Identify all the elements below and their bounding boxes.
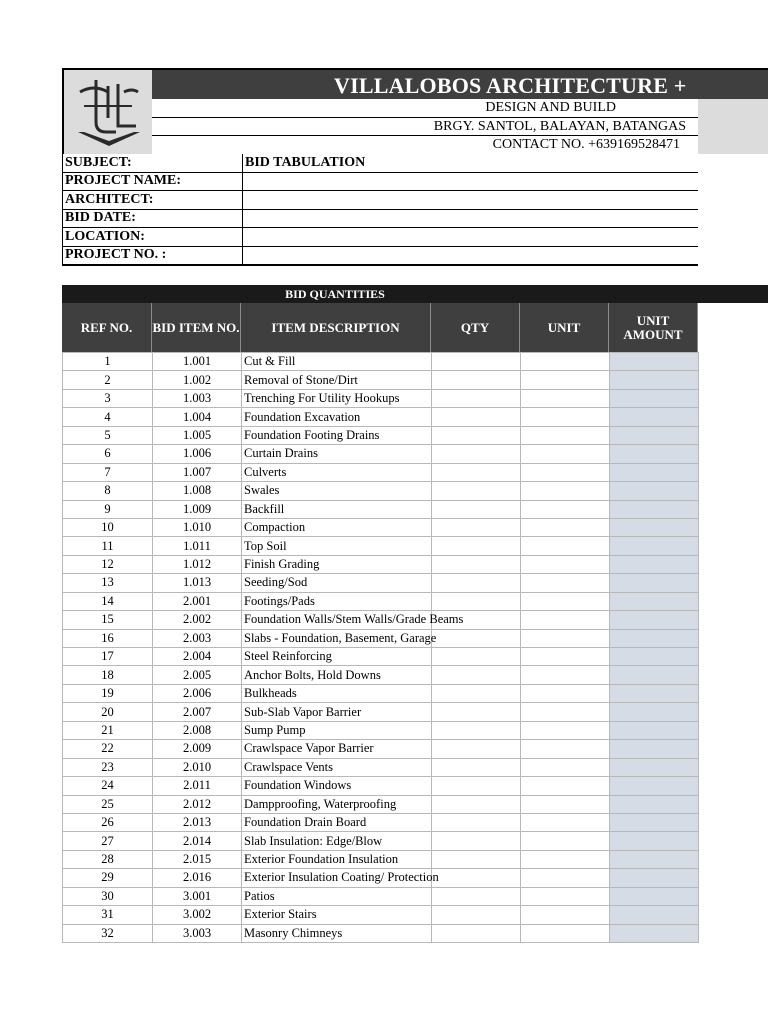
item-description-cell: Steel Reinforcing [242, 648, 432, 666]
unit-amount-cell[interactable] [610, 648, 699, 666]
bid-item-no-cell: 1.003 [153, 389, 242, 407]
unit-amount-cell[interactable] [610, 482, 699, 500]
table-row [63, 777, 699, 795]
unit-cell[interactable] [521, 445, 610, 463]
bid-item-no-cell: 1.011 [153, 537, 242, 555]
bid-item-no-cell: 2.008 [153, 721, 242, 739]
bid-item-no-cell: 3.001 [153, 887, 242, 905]
unit-cell[interactable] [521, 611, 610, 629]
bid-item-no-cell: 2.004 [153, 648, 242, 666]
unit-amount-cell[interactable] [610, 629, 699, 647]
table-row [63, 592, 699, 610]
bid-item-no-cell: 1.002 [153, 371, 242, 389]
table-row [63, 353, 699, 371]
address: BRGY. SANTOL, BALAYAN, BATANGAS [433, 119, 686, 134]
location-label: LOCATION: [63, 228, 243, 247]
item-description-cell: Top Soil [242, 537, 432, 555]
unit-cell[interactable] [521, 850, 610, 868]
table-row [63, 648, 699, 666]
table-row [63, 555, 699, 573]
item-description-cell: Crawlspace Vents [242, 758, 432, 776]
architect-label: ARCHITECT: [63, 191, 243, 210]
bid-item-no-cell: 3.003 [153, 924, 242, 942]
qty-cell[interactable] [432, 574, 521, 592]
tagline: DESIGN AND BUILD [485, 100, 616, 115]
table-row [63, 389, 699, 407]
company-name: VILLALOBOS ARCHITECTURE + [334, 73, 687, 98]
bid-item-no-cell: 1.004 [153, 408, 242, 426]
col-item-description: ITEM DESCRIPTION [241, 303, 431, 352]
table-row [63, 371, 699, 389]
table-row [63, 629, 699, 647]
unit-cell[interactable] [521, 924, 610, 942]
unit-amount-cell[interactable] [610, 518, 699, 536]
unit-amount-cell[interactable] [610, 592, 699, 610]
bid-section-bar [62, 285, 768, 303]
table-row [63, 906, 699, 924]
qty-cell[interactable] [432, 869, 521, 887]
item-description-cell: Trenching For Utility Hookups [242, 389, 432, 407]
bid-item-no-cell: 1.001 [153, 353, 242, 371]
unit-amount-cell[interactable] [610, 666, 699, 684]
bid-item-no-cell: 1.008 [153, 482, 242, 500]
unit-cell[interactable] [521, 537, 610, 555]
architect-row [63, 191, 699, 210]
ref-no-cell: 8 [63, 482, 153, 500]
unit-amount-cell[interactable] [610, 869, 699, 887]
qty-cell[interactable] [432, 850, 521, 868]
ref-no-cell: 18 [63, 666, 153, 684]
ref-no-cell: 26 [63, 813, 153, 831]
ref-no-cell: 15 [63, 611, 153, 629]
table-row [63, 869, 699, 887]
bid-item-no-cell: 2.014 [153, 832, 242, 850]
project-info-table [62, 154, 698, 266]
ref-no-cell: 13 [63, 574, 153, 592]
unit-cell[interactable] [521, 703, 610, 721]
unit-amount-cell[interactable] [610, 740, 699, 758]
item-description-cell: Dampproofing, Waterproofing [242, 795, 432, 813]
unit-cell[interactable] [521, 629, 610, 647]
unit-amount-cell[interactable] [610, 574, 699, 592]
column-header-row [62, 303, 698, 352]
item-description-cell: Patios [242, 887, 432, 905]
bid-item-no-cell: 3.002 [153, 906, 242, 924]
bid-item-no-cell: 2.007 [153, 703, 242, 721]
unit-cell[interactable] [521, 408, 610, 426]
qty-cell[interactable] [432, 740, 521, 758]
bid-item-no-cell: 2.006 [153, 684, 242, 702]
table-row [63, 795, 699, 813]
qty-cell[interactable] [432, 482, 521, 500]
header-gray-fill [698, 99, 768, 154]
unit-cell[interactable] [521, 758, 610, 776]
unit-amount-cell[interactable] [610, 537, 699, 555]
unit-cell[interactable] [521, 426, 610, 444]
table-row [63, 887, 699, 905]
project-no-label: PROJECT NO. : [63, 246, 243, 265]
item-description-cell: Foundation Excavation [242, 408, 432, 426]
table-row [63, 463, 699, 481]
unit-amount-cell[interactable] [610, 721, 699, 739]
ref-no-cell: 21 [63, 721, 153, 739]
qty-cell[interactable] [432, 777, 521, 795]
subject-row [63, 154, 699, 172]
qty-cell[interactable] [432, 703, 521, 721]
ref-no-cell: 4 [63, 408, 153, 426]
table-row [63, 518, 699, 536]
architect-value[interactable] [243, 191, 699, 210]
bid-item-no-cell: 1.007 [153, 463, 242, 481]
qty-cell[interactable] [432, 389, 521, 407]
unit-amount-cell[interactable] [610, 758, 699, 776]
unit-amount-cell[interactable] [610, 906, 699, 924]
item-description-cell: Sump Pump [242, 721, 432, 739]
unit-amount-cell[interactable] [610, 426, 699, 444]
ref-no-cell: 28 [63, 850, 153, 868]
qty-cell[interactable] [432, 887, 521, 905]
qty-cell[interactable] [432, 518, 521, 536]
ref-no-cell: 3 [63, 389, 153, 407]
contact-number: CONTACT NO. +639169528471 [492, 137, 680, 152]
unit-cell[interactable] [521, 592, 610, 610]
unit-cell[interactable] [521, 777, 610, 795]
table-row [63, 924, 699, 942]
location-row [63, 228, 699, 247]
item-description-cell: Culverts [242, 463, 432, 481]
unit-cell[interactable] [521, 648, 610, 666]
table-row [63, 684, 699, 702]
ref-no-cell: 30 [63, 887, 153, 905]
bid-item-no-cell: 1.010 [153, 518, 242, 536]
qty-cell[interactable] [432, 813, 521, 831]
unit-cell[interactable] [521, 869, 610, 887]
item-description-cell: Exterior Stairs [242, 906, 432, 924]
unit-amount-cell[interactable] [610, 389, 699, 407]
ref-no-cell: 16 [63, 629, 153, 647]
bid-item-no-cell: 1.005 [153, 426, 242, 444]
ref-no-cell: 10 [63, 518, 153, 536]
ref-no-cell: 11 [63, 537, 153, 555]
item-description-cell: Exterior Foundation Insulation [242, 850, 432, 868]
qty-cell[interactable] [432, 648, 521, 666]
qty-cell[interactable] [432, 537, 521, 555]
qty-cell[interactable] [432, 592, 521, 610]
letterhead [62, 68, 768, 154]
ref-no-cell: 6 [63, 445, 153, 463]
item-description-cell: Bulkheads [242, 684, 432, 702]
ref-no-cell: 2 [63, 371, 153, 389]
bid-item-no-cell: 2.002 [153, 611, 242, 629]
item-description-cell: Swales [242, 482, 432, 500]
location-value[interactable] [243, 228, 699, 247]
unit-cell[interactable] [521, 795, 610, 813]
item-description-cell: Foundation Drain Board [242, 813, 432, 831]
unit-cell[interactable] [521, 463, 610, 481]
unit-amount-cell[interactable] [610, 463, 699, 481]
unit-amount-cell[interactable] [610, 924, 699, 942]
qty-cell[interactable] [432, 500, 521, 518]
col-ref-no: REF NO. [62, 303, 152, 352]
ref-no-cell: 32 [63, 924, 153, 942]
ref-no-cell: 31 [63, 906, 153, 924]
bid-item-no-cell: 1.006 [153, 445, 242, 463]
table-row [63, 500, 699, 518]
ref-no-cell: 1 [63, 353, 153, 371]
unit-amount-cell[interactable] [610, 371, 699, 389]
unit-cell[interactable] [521, 389, 610, 407]
bid-item-no-cell: 1.009 [153, 500, 242, 518]
ref-no-cell: 29 [63, 869, 153, 887]
project-name-label: PROJECT NAME: [63, 172, 243, 191]
unit-cell[interactable] [521, 721, 610, 739]
unit-amount-cell[interactable] [610, 850, 699, 868]
project-no-row [63, 246, 699, 265]
unit-amount-cell[interactable] [610, 777, 699, 795]
col-unit: UNIT [520, 303, 609, 352]
item-description-cell: Foundation Walls/Stem Walls/Grade Beams [242, 611, 432, 629]
unit-cell[interactable] [521, 555, 610, 573]
qty-cell[interactable] [432, 408, 521, 426]
unit-cell[interactable] [521, 906, 610, 924]
item-description-cell: Masonry Chimneys [242, 924, 432, 942]
unit-cell[interactable] [521, 887, 610, 905]
qty-cell[interactable] [432, 371, 521, 389]
unit-amount-cell[interactable] [610, 500, 699, 518]
item-description-cell: Compaction [242, 518, 432, 536]
unit-amount-cell[interactable] [610, 684, 699, 702]
bid-item-no-cell: 2.001 [153, 592, 242, 610]
ref-no-cell: 27 [63, 832, 153, 850]
bid-date-row [63, 209, 699, 228]
table-row [63, 850, 699, 868]
unit-amount-cell[interactable] [610, 445, 699, 463]
bid-item-no-cell: 2.012 [153, 795, 242, 813]
bid-item-no-cell: 2.013 [153, 813, 242, 831]
item-description-cell: Foundation Windows [242, 777, 432, 795]
bid-item-no-cell: 2.005 [153, 666, 242, 684]
unit-cell[interactable] [521, 813, 610, 831]
bid-date-label: BID DATE: [63, 209, 243, 228]
table-row [63, 758, 699, 776]
table-row [63, 408, 699, 426]
unit-cell[interactable] [521, 666, 610, 684]
qty-cell[interactable] [432, 758, 521, 776]
subject-value[interactable]: BID TABULATION [243, 154, 699, 172]
col-unit-amount: UNIT AMOUNT [609, 303, 698, 352]
col-bid-item-no: BID ITEM NO. [152, 303, 241, 352]
table-row [63, 537, 699, 555]
bid-item-no-cell: 2.010 [153, 758, 242, 776]
qty-cell[interactable] [432, 353, 521, 371]
qty-cell[interactable] [432, 463, 521, 481]
ref-no-cell: 7 [63, 463, 153, 481]
ref-no-cell: 20 [63, 703, 153, 721]
ref-no-cell: 14 [63, 592, 153, 610]
table-row [63, 611, 699, 629]
unit-amount-cell[interactable] [610, 795, 699, 813]
table-row [63, 482, 699, 500]
bid-items-table [62, 352, 699, 943]
item-description-cell: Seeding/Sod [242, 574, 432, 592]
unit-cell[interactable] [521, 500, 610, 518]
table-row [63, 666, 699, 684]
item-description-cell: Sub-Slab Vapor Barrier [242, 703, 432, 721]
col-qty: QTY [431, 303, 520, 352]
bid-item-no-cell: 2.015 [153, 850, 242, 868]
unit-amount-cell[interactable] [610, 611, 699, 629]
unit-cell[interactable] [521, 371, 610, 389]
item-description-cell: Footings/Pads [242, 592, 432, 610]
unit-cell[interactable] [521, 832, 610, 850]
unit-cell[interactable] [521, 518, 610, 536]
ref-no-cell: 9 [63, 500, 153, 518]
tagline-row [152, 99, 698, 118]
qty-cell[interactable] [432, 721, 521, 739]
table-row [63, 813, 699, 831]
unit-amount-cell[interactable] [610, 353, 699, 371]
project-no-value[interactable] [243, 246, 699, 265]
contact-row [152, 136, 698, 154]
unit-amount-cell[interactable] [610, 813, 699, 831]
unit-amount-cell[interactable] [610, 832, 699, 850]
subject-label: SUBJECT: [63, 154, 243, 172]
ref-no-cell: 23 [63, 758, 153, 776]
bid-item-no-cell: 1.013 [153, 574, 242, 592]
qty-cell[interactable] [432, 832, 521, 850]
unit-cell[interactable] [521, 353, 610, 371]
bid-quantities-title: BID QUANTITIES [285, 287, 385, 301]
logo-panel [62, 68, 152, 154]
bid-item-no-cell: 2.009 [153, 740, 242, 758]
item-description-cell: Foundation Footing Drains [242, 426, 432, 444]
unit-amount-cell[interactable] [610, 703, 699, 721]
unit-cell[interactable] [521, 482, 610, 500]
item-description-cell: Removal of Stone/Dirt [242, 371, 432, 389]
monogram-logo-icon [74, 78, 144, 148]
item-description-cell: Anchor Bolts, Hold Downs [242, 666, 432, 684]
project-name-value[interactable] [243, 172, 699, 191]
item-description-cell: Cut & Fill [242, 353, 432, 371]
bid-item-no-cell: 2.016 [153, 869, 242, 887]
item-description-cell: Backfill [242, 500, 432, 518]
bid-item-no-cell: 2.011 [153, 777, 242, 795]
unit-amount-cell[interactable] [610, 408, 699, 426]
qty-cell[interactable] [432, 445, 521, 463]
ref-no-cell: 24 [63, 777, 153, 795]
item-description-cell: Curtain Drains [242, 445, 432, 463]
qty-cell[interactable] [432, 684, 521, 702]
qty-cell[interactable] [432, 924, 521, 942]
item-description-cell: Exterior Insulation Coating/ Protection [242, 869, 432, 887]
unit-cell[interactable] [521, 740, 610, 758]
table-row [63, 832, 699, 850]
ref-no-cell: 17 [63, 648, 153, 666]
qty-cell[interactable] [432, 666, 521, 684]
unit-cell[interactable] [521, 574, 610, 592]
address-row [152, 118, 698, 136]
bid-item-no-cell: 2.003 [153, 629, 242, 647]
table-row [63, 740, 699, 758]
unit-amount-cell[interactable] [610, 555, 699, 573]
bid-date-value[interactable] [243, 209, 699, 228]
qty-cell[interactable] [432, 555, 521, 573]
project-name-row [63, 172, 699, 191]
bid-item-no-cell: 1.012 [153, 555, 242, 573]
item-description-cell: Slab Insulation: Edge/Blow [242, 832, 432, 850]
item-description-cell: Crawlspace Vapor Barrier [242, 740, 432, 758]
unit-amount-cell[interactable] [610, 887, 699, 905]
ref-no-cell: 25 [63, 795, 153, 813]
unit-cell[interactable] [521, 684, 610, 702]
ref-no-cell: 22 [63, 740, 153, 758]
table-row [63, 703, 699, 721]
qty-cell[interactable] [432, 426, 521, 444]
ref-no-cell: 19 [63, 684, 153, 702]
qty-cell[interactable] [432, 795, 521, 813]
ref-no-cell: 5 [63, 426, 153, 444]
table-row [63, 426, 699, 444]
company-title-bar [152, 68, 768, 99]
qty-cell[interactable] [432, 629, 521, 647]
qty-cell[interactable] [432, 906, 521, 924]
table-row [63, 721, 699, 739]
ref-no-cell: 12 [63, 555, 153, 573]
table-row [63, 574, 699, 592]
table-row [63, 445, 699, 463]
item-description-cell: Slabs - Foundation, Basement, Garage [242, 629, 432, 647]
item-description-cell: Finish Grading [242, 555, 432, 573]
